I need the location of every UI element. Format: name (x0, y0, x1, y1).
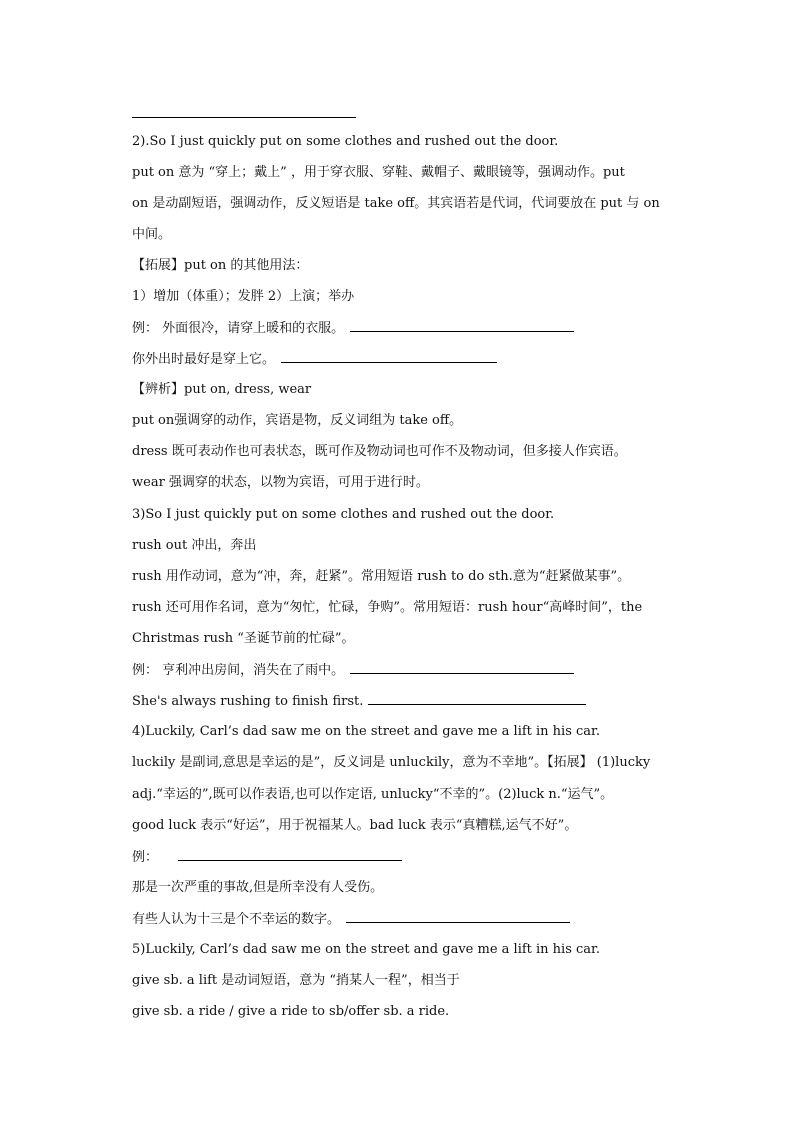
answer-blank[interactable] (368, 692, 586, 705)
extension-heading: 【拓展】put on 的其他用法： (132, 258, 309, 273)
example-text: 例： (132, 850, 159, 865)
example-text: 有些人认为十三是个不幸运的数字。 (132, 912, 341, 927)
answer-blank[interactable] (350, 319, 574, 332)
text-line: rush out 冲出，奔出 (132, 538, 257, 553)
answer-blank[interactable] (281, 350, 497, 363)
text-line: give sb. a ride / give a ride to sb/offer sb. a ride. (132, 1004, 450, 1019)
sentence-4-heading: 4)Luckily, Carl’s dad saw me on the street and gave me a lift in his car. (132, 724, 600, 739)
example-text: She's always rushing to finish first. (132, 694, 364, 709)
example-text: 例： 亨利冲出房间，消失在了雨中。 (132, 663, 345, 678)
example-text: 例： 外面很冷，请穿上暖和的衣服。 (132, 321, 345, 336)
text-line: rush 用作动词，意为“冲，奔，赶紧”。常用短语 rush to do sth.意为“赶紧做某事”。 (132, 569, 631, 584)
sentence-2-heading: 2).So I just quickly put on some clothes and rushed out the door. (132, 134, 559, 149)
example-line (132, 661, 574, 680)
sentence-5-heading: 5)Luckily, Carl’s dad saw me on the street and gave me a lift in his car. (132, 942, 600, 957)
text-line: dress 既可表动作也可表状态，既可作及物动词也可作不及物动词，但多接人作宾语。 (132, 444, 627, 459)
text-line: on 是动副短语，强调动作，反义短语是 take off。其宾语若是代词，代词要放在 put 与 on (132, 196, 660, 211)
text-line: put on 意为 “穿上；戴上” ，用于穿衣服、穿鞋、戴帽子、戴眼镜等，强调动作。put (132, 165, 625, 180)
text-line: adj.“幸运的”,既可以作表语,也可以作定语, unlucky“不幸的”。(2)luck n.“运气”。 (132, 787, 614, 802)
example-line (132, 350, 497, 369)
text-line: Christmas rush “圣诞节前的忙碌”。 (132, 631, 355, 646)
answer-blank[interactable] (178, 848, 402, 861)
example-line (132, 692, 586, 711)
text-line: good luck 表示“好运”，用于祝福某人。bad luck 表示“真糟糕,运气不好”。 (132, 818, 578, 833)
text-line: 1）增加（体重）；发胖 2）上演；举办 (132, 289, 355, 304)
discrimination-heading: 【辨析】put on, dress, wear (132, 382, 312, 397)
text-line: 中间。 (132, 227, 172, 242)
text-line: 那是一次严重的事故,但是所幸没有人受伤。 (132, 880, 384, 895)
text-line: give sb. a lift 是动词短语，意为 “捎某人一程”，相当于 (132, 973, 460, 988)
answer-blank[interactable] (346, 910, 570, 923)
answer-blank[interactable] (350, 661, 574, 674)
text-line: put on强调穿的动作，宾语是物，反义词组为 take off。 (132, 413, 463, 428)
sentence-3-heading: 3)So I just quickly put on some clothes and rushed out the door. (132, 507, 555, 522)
text-line: rush 还可用作名词，意为“匆忙，忙碌，争购”。常用短语：rush hour“高峰时间”，the (132, 600, 643, 615)
example-text: 你外出时最好是穿上它。 (132, 352, 276, 367)
example-line (132, 910, 570, 929)
text-line: wear 强调穿的状态，以物为宾语，可用于进行时。 (132, 475, 429, 490)
text-line: luckily 是副词,意思是幸运的是”，反义词是 unluckily，意为不幸地”。【拓展】 (1)lucky (132, 755, 651, 770)
example-line (132, 848, 402, 867)
example-line (132, 319, 574, 338)
answer-blank-line (132, 117, 356, 118)
